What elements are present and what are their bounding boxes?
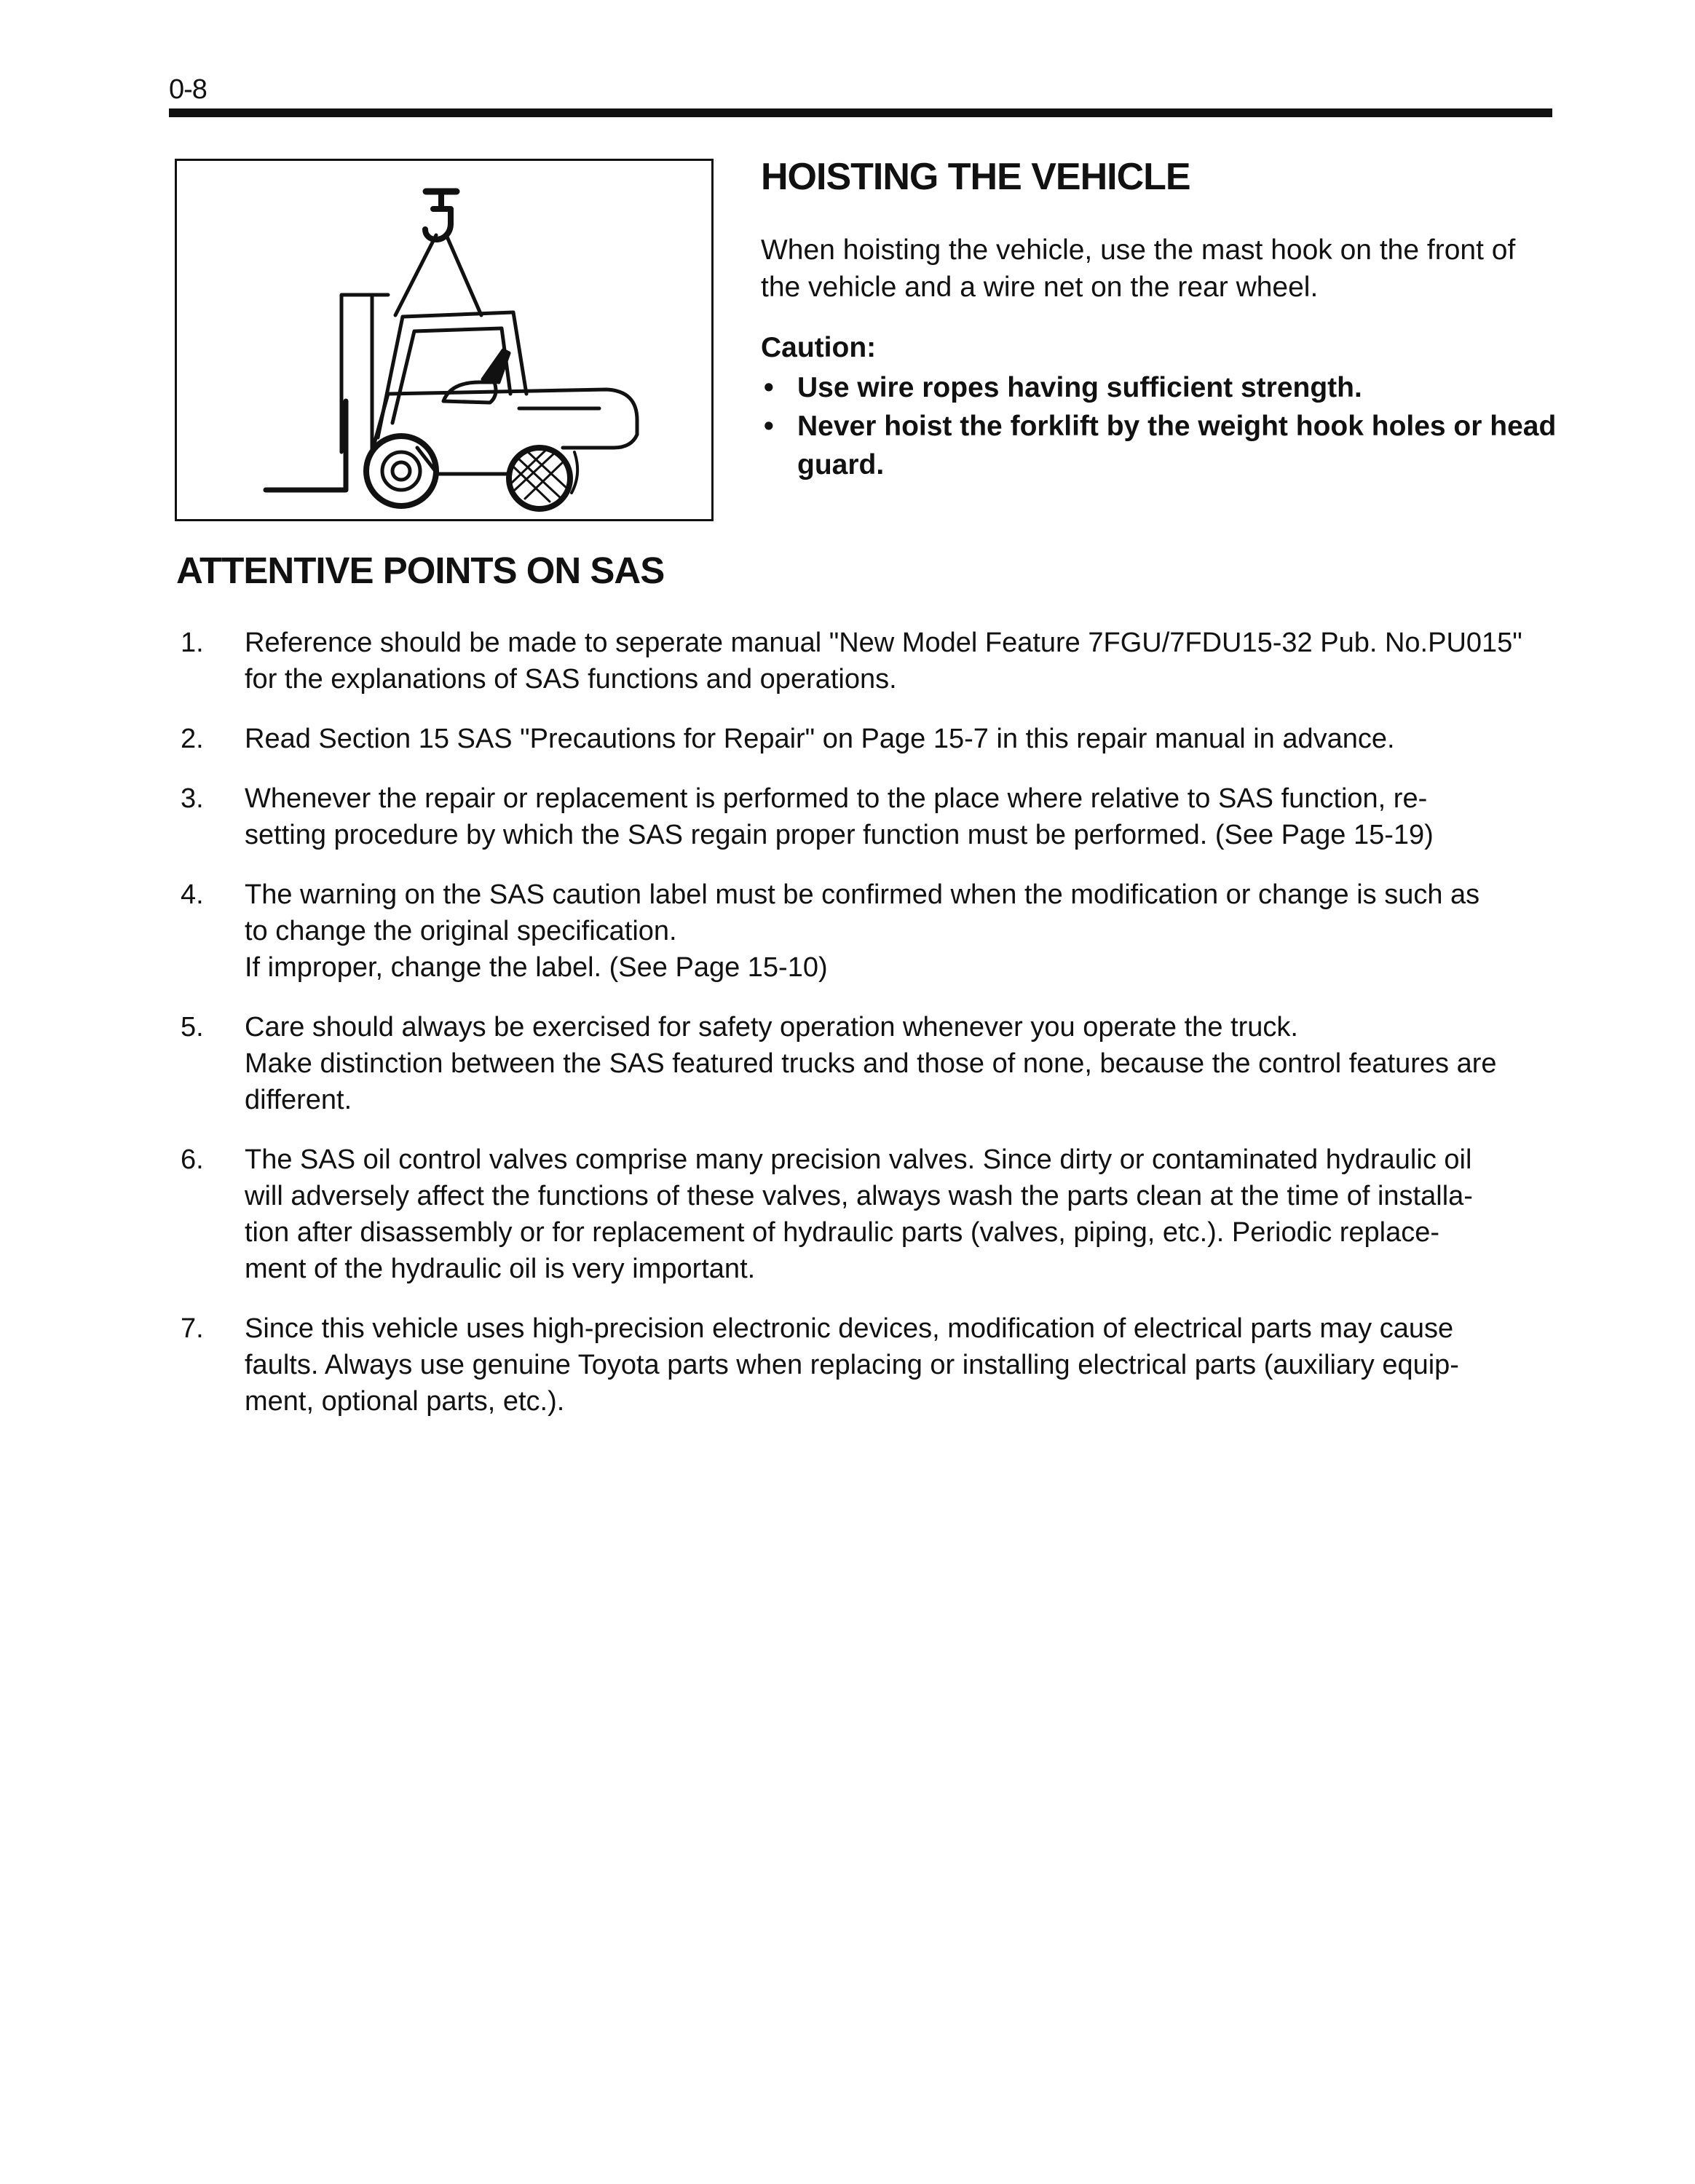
sas-point-6 [181, 1142, 1564, 1287]
sas-point-4 [181, 877, 1564, 986]
item-line: ment of the hydraulic oil is very important. [245, 1254, 756, 1284]
caution-item [761, 407, 1562, 484]
item-line: for the explanations of SAS functions and operations. [245, 664, 897, 695]
item-line: The SAS oil control valves comprise many precision valves. Since dirty or contaminated hydraulic oil [245, 1144, 1472, 1175]
item-line: Since this vehicle uses high-precision electronic devices, modification of electrical parts may cause [245, 1313, 1454, 1344]
item-number: 6. [181, 1144, 204, 1175]
header-rule [169, 108, 1552, 117]
caution-title: Caution: [761, 332, 877, 363]
item-line: tion after disassembly or for replacement of hydraulic parts (valves, piping, etc.). Periodic replace- [245, 1217, 1440, 1248]
item-line: The warning on the SAS caution label must be confirmed when the modification or change is such as [245, 879, 1480, 910]
sas-point-5 [181, 1009, 1564, 1118]
caution-list [761, 368, 1562, 484]
item-number: 2. [181, 724, 204, 754]
sas-point-2 [181, 721, 1564, 757]
sas-points-list [181, 625, 1564, 1443]
sas-point-3 [181, 780, 1564, 853]
item-line: Make distinction between the SAS featured trucks and those of none, because the control features are [245, 1048, 1497, 1079]
caution-text: Use wire ropes having sufficient strength. [797, 372, 1362, 403]
item-number: 4. [181, 879, 204, 910]
caution-text: Never hoist the forklift by the weight hook holes or head guard. [797, 411, 1557, 480]
item-number: 3. [181, 783, 204, 814]
item-number: 5. [181, 1012, 204, 1042]
item-line: setting procedure by which the SAS regain proper function must be performed. (See Page 15-19) [245, 820, 1434, 850]
bullet-icon: • [764, 411, 774, 442]
item-number: 1. [181, 628, 204, 658]
item-line: will adversely affect the functions of these valves, always wash the parts clean at the time of installa- [245, 1181, 1473, 1211]
item-line: Care should always be exercised for safety operation whenever you operate the truck. [245, 1012, 1298, 1042]
forklift-hoisted-by-crane-hook-icon [177, 161, 711, 519]
item-number: 7. [181, 1313, 204, 1344]
item-line: ment, optional parts, etc.). [245, 1386, 565, 1417]
sas-point-1 [181, 625, 1564, 697]
item-line: Read Section 15 SAS "Precautions for Repair" on Page 15-7 in this repair manual in advance. [245, 724, 1395, 754]
sas-point-7 [181, 1310, 1564, 1420]
bullet-icon: • [764, 372, 774, 403]
item-line: different. [245, 1085, 352, 1115]
item-line: to change the original specification. [245, 916, 677, 946]
item-line: Whenever the repair or replacement is performed to the place where relative to SAS function, re- [245, 783, 1428, 814]
item-line: Reference should be made to seperate manual "New Model Feature 7FGU/7FDU15-32 Pub. No.PU015" [245, 628, 1522, 658]
hoisting-instructions: When hoisting the vehicle, use the mast hook on the front of the vehicle and a wire net on the rear wheel. [761, 234, 1516, 303]
hoisting-title: HOISTING THE VEHICLE [761, 156, 1190, 198]
item-line: If improper, change the label. (See Page 15-10) [245, 952, 828, 983]
caution-item [761, 368, 1562, 407]
item-line: faults. Always use genuine Toyota parts when replacing or installing electrical parts (auxiliary equip- [245, 1350, 1459, 1380]
page-number: 0-8 [169, 74, 207, 105]
sas-section-title: ATTENTIVE POINTS ON SAS [176, 550, 665, 591]
hoisting-illustration [175, 159, 714, 521]
